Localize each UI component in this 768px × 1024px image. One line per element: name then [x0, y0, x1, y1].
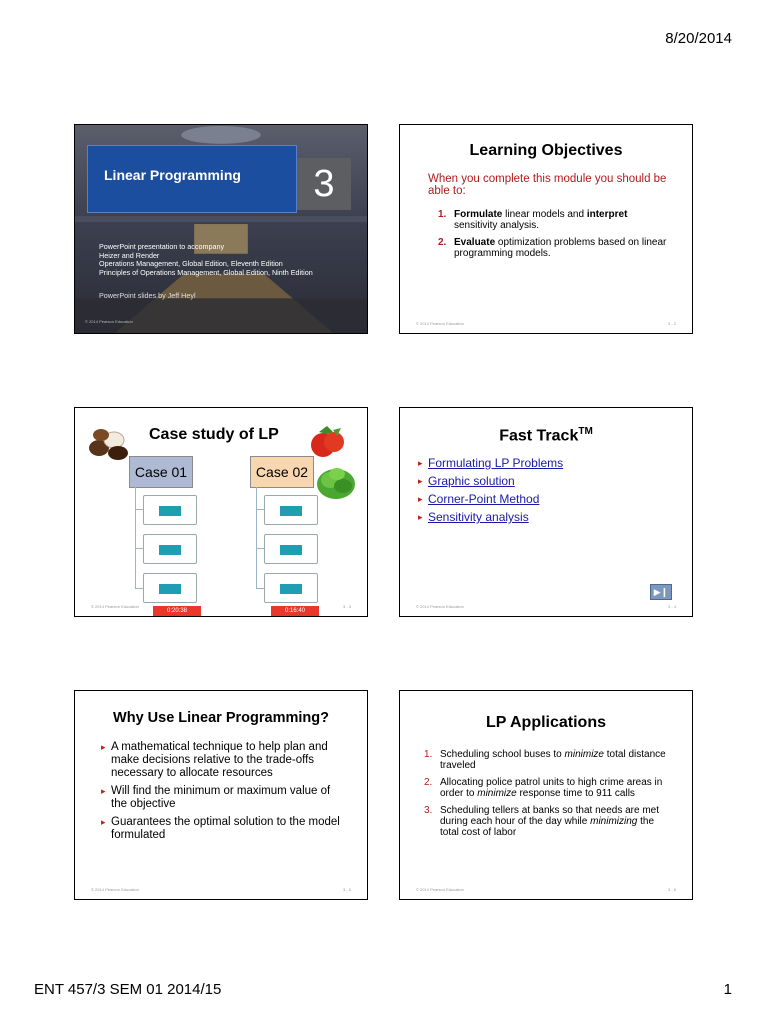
title-text: Fast Track: [499, 427, 579, 445]
objectives-intro: When you complete this module you should be able to:: [428, 173, 667, 197]
slide-title: Why Use Linear Programming?: [113, 710, 329, 726]
list-item: [424, 749, 669, 771]
info-line: Heizer and Render: [99, 250, 160, 260]
item-text: sensitivity analysis.: [454, 220, 540, 231]
tree-connector: [256, 487, 257, 589]
lettuce-image: [315, 462, 357, 502]
presentation-info: [99, 243, 313, 277]
slide-2-learning-objectives: [399, 124, 693, 334]
tree-connector: [256, 509, 264, 510]
info-line: Principles of Operations Management, Global Edition, Ninth Edition: [99, 267, 313, 277]
item-number: 2.: [438, 237, 447, 248]
video-thumbnail[interactable]: [143, 495, 197, 525]
chocolates-image: [87, 422, 131, 462]
slide-1-title: [74, 124, 368, 334]
item-text: Scheduling tellers at banks so that needs are met during each hour of the day while: [440, 805, 660, 827]
slide-5-why-lp: [74, 690, 368, 900]
slide-footer-right: 3 - 5: [342, 887, 351, 892]
slide-3-case-study: [74, 407, 368, 617]
fast-track-links: [418, 456, 563, 528]
item-text: Allocating police patrol units to high crime areas in order to: [440, 777, 663, 799]
video-thumbnail[interactable]: [143, 573, 197, 603]
course-code: ENT 457/3 SEM 01 2014/15: [34, 981, 222, 998]
case-02-box: Case 02: [250, 456, 314, 488]
slide-footer-left: © 2014 Pearson Education: [91, 604, 139, 609]
tomato-image: [307, 422, 347, 460]
list-item: [418, 474, 563, 488]
slide-title: [400, 426, 692, 445]
list-item: [418, 510, 563, 524]
applications-list: [424, 749, 669, 844]
slide-footer-right: 3 - 3: [342, 604, 351, 609]
video-thumbnail[interactable]: [264, 534, 318, 564]
slide-footer-left: © 2014 Pearson Education: [91, 887, 139, 892]
slide-6-lp-applications: [399, 690, 693, 900]
item-number: 2.: [424, 777, 433, 788]
slide-copyright: © 2014 Pearson Education: [85, 319, 133, 324]
tree-connector: [135, 548, 143, 549]
item-emphasis: minimize: [477, 788, 517, 799]
video-thumbnail[interactable]: [264, 573, 318, 603]
video-icon: [159, 506, 181, 516]
link-graphic-solution[interactable]: Graphic solution: [428, 474, 515, 488]
slide-footer-left: © 2014 Pearson Education: [416, 321, 464, 326]
tree-connector: [135, 487, 136, 589]
timer-badge: 0:20:38: [153, 606, 201, 616]
link-sensitivity[interactable]: Sensitivity analysis: [428, 510, 529, 524]
list-item: [438, 209, 668, 231]
item-text: the total cost of labor: [440, 816, 655, 838]
item-text: linear models and: [502, 209, 587, 220]
list-item: [438, 237, 668, 259]
reasons-list: [101, 741, 341, 847]
objectives-list: [438, 209, 668, 265]
list-item: [418, 492, 563, 506]
list-item: ▸ Guarantees the optimal solution to the model formulated: [101, 816, 341, 842]
tree-connector: [135, 509, 143, 510]
slide-4-fast-track: [399, 407, 693, 617]
info-line: Operations Management, Global Edition, Eleventh Edition: [99, 259, 283, 269]
title-banner: [87, 145, 297, 213]
play-icon: ▶❙: [653, 587, 669, 597]
slide-footer-left: © 2014 Pearson Education: [416, 887, 464, 892]
tree-connector: [135, 588, 143, 589]
slide-footer-left: © 2014 Pearson Education: [416, 604, 464, 609]
video-thumbnail[interactable]: [143, 534, 197, 564]
video-icon: [159, 584, 181, 594]
item-text: total distance traveled: [440, 749, 666, 771]
timer-badge: 0:16:40: [271, 606, 319, 616]
trademark: TM: [578, 426, 593, 437]
slide-title: Case study of LP: [149, 426, 279, 443]
video-icon: [280, 506, 302, 516]
slide-title: LP Applications: [485, 714, 606, 731]
item-bold: Evaluate: [454, 237, 496, 248]
item-text: Scheduling school buses to: [440, 749, 565, 760]
case-01-box: Case 01: [129, 456, 193, 488]
slide-title: Learning Objectives: [469, 142, 623, 159]
list-item: ▸ Will find the minimum or maximum value of the objective: [101, 785, 341, 811]
slide-footer-right: 3 - 6: [667, 887, 676, 892]
item-number: 1.: [424, 749, 433, 760]
item-bold: interpret: [586, 209, 628, 220]
link-corner-point[interactable]: Corner-Point Method: [428, 492, 540, 506]
video-icon: [159, 545, 181, 555]
item-number: 3.: [424, 805, 433, 816]
list-item: [424, 777, 669, 799]
list-item: ▸ A mathematical technique to help plan and make decisions relative to the trade-offs necessary to allocate resources: [101, 741, 341, 780]
tree-connector: [256, 548, 264, 549]
tree-connector: [256, 588, 264, 589]
link-formulating[interactable]: Formulating LP Problems: [428, 456, 564, 470]
list-item: [424, 805, 669, 838]
item-number: 1.: [438, 209, 447, 220]
item-text: optimization problems based on linear programming models.: [454, 237, 667, 259]
slide-footer-right: 3 - 2: [667, 321, 676, 326]
item-emphasis: minimize: [564, 749, 604, 760]
slide-title: Linear Programming: [104, 167, 241, 183]
page-number: 1: [723, 981, 732, 998]
list-item: [418, 456, 563, 470]
item-bold: Formulate: [454, 209, 503, 220]
item-emphasis: minimizing: [590, 816, 638, 827]
slide-footer-right: 3 - 4: [667, 604, 676, 609]
author-credit: PowerPoint slides by Jeff Heyl: [99, 291, 196, 300]
page-date: 8/20/2014: [665, 30, 732, 47]
play-next-button[interactable]: [650, 584, 672, 600]
info-line: PowerPoint presentation to accompany: [99, 242, 225, 251]
video-icon: [280, 584, 302, 594]
item-text: response time to 911 calls: [516, 788, 635, 799]
video-thumbnail[interactable]: [264, 495, 318, 525]
video-icon: [280, 545, 302, 555]
chapter-number: 3: [297, 158, 351, 210]
